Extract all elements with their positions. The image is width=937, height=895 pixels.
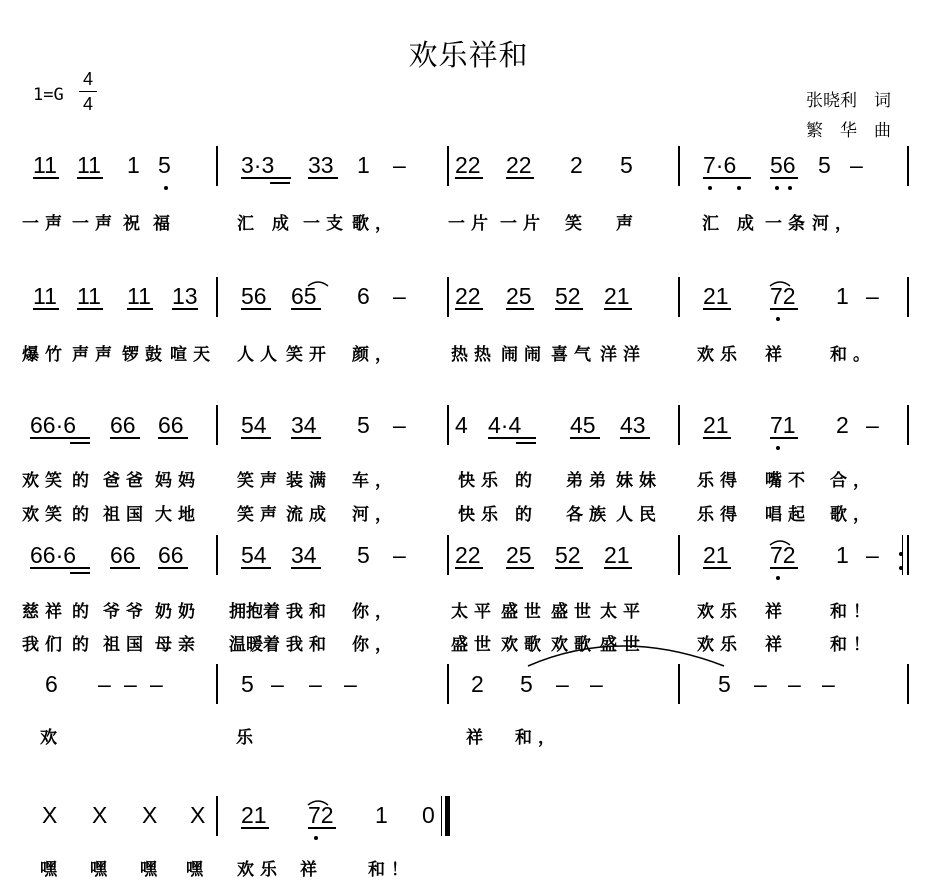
note: X	[42, 802, 58, 828]
note: 1	[375, 802, 388, 828]
note: 5	[718, 671, 731, 697]
note: –	[393, 283, 406, 309]
lyric: 太平	[600, 602, 646, 622]
lyricist-credit: 张晓利 词	[806, 91, 891, 111]
lyric: 乐	[236, 728, 259, 748]
lyric: 祥	[765, 602, 788, 622]
lyric: 妈妈	[155, 471, 201, 491]
note: –	[590, 671, 603, 697]
note: 22	[455, 152, 481, 178]
note: 11	[33, 283, 57, 309]
lyric: 快乐	[458, 505, 504, 525]
note: 4	[455, 412, 468, 438]
note: 54	[241, 542, 267, 568]
note: 5	[158, 152, 171, 178]
lyric: 的	[515, 505, 538, 525]
lyric: 歌，	[830, 505, 876, 525]
lyric: 太平	[451, 602, 497, 622]
note: 21	[241, 802, 267, 828]
lyric: 声声	[72, 345, 118, 365]
lyric: 快乐	[458, 471, 504, 491]
note: 66·6	[30, 542, 77, 568]
note: 21	[604, 283, 630, 309]
lyric: 的	[72, 471, 95, 491]
note: –	[124, 671, 137, 697]
note: –	[271, 671, 284, 697]
lyric: 笑声	[237, 505, 283, 525]
lyric: 我和	[286, 635, 332, 655]
time-sig-bottom: 4	[82, 94, 93, 114]
lyric: 人人	[237, 345, 283, 365]
note: 25	[506, 283, 532, 309]
note: 21	[703, 283, 729, 309]
lyric: 的	[72, 602, 95, 622]
lyric: 欢笑	[22, 505, 68, 525]
lyric: 一支	[303, 214, 349, 234]
lyric: 汇 成	[702, 214, 760, 234]
lyric: 喜气	[551, 345, 597, 365]
lyric: 合，	[830, 471, 876, 491]
note: 43	[620, 412, 646, 438]
lyric: 我和	[286, 602, 332, 622]
note: 71	[770, 412, 796, 438]
note: 72	[770, 283, 796, 309]
lyric: 颜，	[352, 345, 398, 365]
lyric: 一片	[448, 214, 494, 234]
lyric: 盛世	[600, 635, 646, 655]
lyric: 河，	[812, 214, 858, 234]
lyric: 欢乐	[697, 602, 743, 622]
note: 22	[455, 283, 481, 309]
note: 1	[357, 152, 370, 178]
note: 54	[241, 412, 267, 438]
note: 11	[127, 283, 151, 309]
note: 66	[110, 412, 136, 438]
lyric: 欢乐	[697, 635, 743, 655]
lyric: 祥	[300, 860, 323, 880]
note: –	[866, 412, 879, 438]
note: 1	[836, 283, 849, 309]
note: 11	[77, 152, 101, 178]
lyric: 我们	[22, 635, 68, 655]
lyric: 慈祥	[22, 602, 68, 622]
note: 2	[570, 152, 583, 178]
note: 1	[836, 542, 849, 568]
note: –	[788, 671, 801, 697]
lyric: 一声	[22, 214, 68, 234]
note: 11	[77, 283, 101, 309]
note: 21	[703, 542, 729, 568]
note: 7·6	[703, 152, 737, 178]
lyric: 爷爷	[103, 602, 149, 622]
note: 22	[455, 542, 481, 568]
lyric: 爆竹	[22, 345, 68, 365]
note: 33	[308, 152, 334, 178]
note: 5	[357, 412, 370, 438]
note: 34	[291, 542, 317, 568]
note: –	[866, 542, 879, 568]
note: 2	[836, 412, 849, 438]
lyric: 欢乐	[237, 860, 283, 880]
lyric: 笑声	[237, 471, 283, 491]
lyric: 温暖着	[229, 635, 280, 655]
note: 5	[357, 542, 370, 568]
lyric: 和！	[830, 602, 876, 622]
lyric: 热热	[451, 345, 497, 365]
lyric: 河，	[352, 505, 398, 525]
lyric: 和！	[368, 860, 414, 880]
note: –	[556, 671, 569, 697]
lyric: 一声	[72, 214, 118, 234]
note: –	[309, 671, 322, 697]
note: –	[393, 542, 406, 568]
note: –	[754, 671, 767, 697]
lyric: 闹闹	[501, 345, 547, 365]
note: 45	[570, 412, 596, 438]
note: 2	[471, 671, 484, 697]
lyric: 嘿	[40, 860, 63, 880]
note: 66	[110, 542, 136, 568]
lyric: 喧天	[170, 345, 216, 365]
lyric: 祥	[765, 345, 788, 365]
lyric: 拥抱着	[229, 602, 280, 622]
note: –	[344, 671, 357, 697]
lyric: 欢笑	[22, 471, 68, 491]
lyric: 大地	[155, 505, 201, 525]
lyric: 汇 成	[237, 214, 295, 234]
lyric: 车，	[352, 471, 398, 491]
lyric: 一条	[765, 214, 811, 234]
note: 22	[506, 152, 532, 178]
note: X	[190, 802, 206, 828]
lyric: 的	[515, 471, 538, 491]
lyric: 母亲	[155, 635, 201, 655]
note: 66	[158, 412, 184, 438]
lyric: 嘿	[140, 860, 163, 880]
lyric: 福	[153, 214, 176, 234]
lyric: 一片	[500, 214, 546, 234]
lyric: 弟弟	[566, 471, 612, 491]
lyric: 流成	[286, 505, 332, 525]
note: 13	[172, 283, 198, 309]
lyric: 乐得	[697, 471, 743, 491]
note: 66·6	[30, 412, 77, 438]
lyric: 你，	[352, 602, 398, 622]
lyric: 盛世	[501, 602, 547, 622]
note: 25	[506, 542, 532, 568]
lyric: 嘿	[90, 860, 113, 880]
lyric: 歌，	[352, 214, 398, 234]
lyric: 各族	[566, 505, 612, 525]
lyric: 嘿	[186, 860, 209, 880]
note: –	[850, 152, 863, 178]
lyric: 欢歌	[501, 635, 547, 655]
lyric: 和。	[830, 345, 876, 365]
lyric: 嘴不	[765, 471, 811, 491]
lyric: 奶奶	[155, 602, 201, 622]
song-title: 欢乐祥和	[408, 38, 529, 72]
note: 65	[291, 283, 317, 309]
lyric: 洋洋	[600, 345, 646, 365]
note: –	[393, 412, 406, 438]
lyric: 祖国	[103, 505, 149, 525]
lyric: 祝	[123, 214, 146, 234]
lyric: 声	[616, 214, 639, 234]
lyric: 和！	[830, 635, 876, 655]
note: 5	[241, 671, 254, 697]
lyric: 盛世	[551, 602, 597, 622]
lyric: 笑开	[286, 345, 332, 365]
lyric: 的	[72, 505, 95, 525]
lyric: 盛世	[451, 635, 497, 655]
note: 5	[818, 152, 831, 178]
lyric: 欢乐	[697, 345, 743, 365]
note: –	[393, 152, 406, 178]
lyric: 笑	[565, 214, 588, 234]
note: 6	[357, 283, 370, 309]
lyric: 祖国	[103, 635, 149, 655]
key-signature: 1=G	[33, 85, 64, 105]
note: 72	[308, 802, 334, 828]
lyric: 装满	[286, 471, 332, 491]
note: 34	[291, 412, 317, 438]
lyric: 欢歌	[551, 635, 597, 655]
note: –	[98, 671, 111, 697]
note: 66	[158, 542, 184, 568]
note: 52	[555, 542, 581, 568]
lyric: 祥	[765, 635, 788, 655]
note: X	[92, 802, 108, 828]
note: 3·3	[241, 152, 275, 178]
lyric: 人民	[616, 505, 662, 525]
note: 5	[520, 671, 533, 697]
note: 1	[127, 152, 140, 178]
note: 21	[604, 542, 630, 568]
lyric: 乐得	[697, 505, 743, 525]
note: 56	[241, 283, 267, 309]
lyric: 你，	[352, 635, 398, 655]
note: –	[822, 671, 835, 697]
note: 6	[45, 671, 58, 697]
note: 0	[422, 802, 435, 828]
note: 4·4	[488, 412, 522, 438]
lyric: 的	[72, 635, 95, 655]
note: 56	[770, 152, 796, 178]
note: X	[142, 802, 158, 828]
lyric: 爸爸	[103, 471, 149, 491]
lyric: 唱起	[765, 505, 811, 525]
time-sig-top: 4	[82, 69, 93, 89]
note: 5	[620, 152, 633, 178]
lyric: 妹妹	[616, 471, 662, 491]
note: 11	[33, 152, 57, 178]
lyric: 祥	[466, 728, 489, 748]
lyric: 和，	[515, 728, 561, 748]
note: –	[150, 671, 163, 697]
note: –	[866, 283, 879, 309]
lyric: 锣鼓	[122, 345, 168, 365]
note: 21	[703, 412, 729, 438]
lyric: 欢	[40, 728, 63, 748]
composer-credit: 繁 华 曲	[806, 121, 891, 141]
note: 52	[555, 283, 581, 309]
note: 72	[770, 542, 796, 568]
